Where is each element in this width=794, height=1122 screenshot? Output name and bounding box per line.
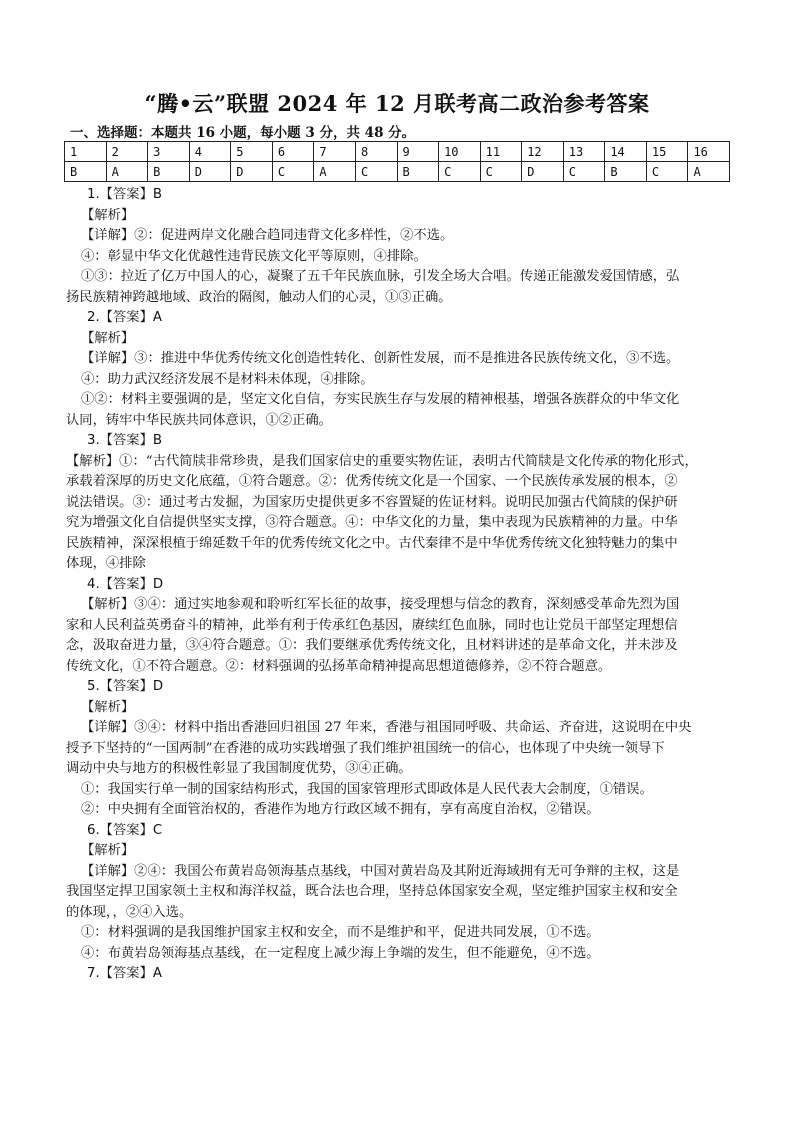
answer-cell: C [563, 162, 605, 182]
answer-cell: C [646, 162, 688, 182]
question-number-cell: 2 [106, 142, 148, 162]
answer-cell: C [272, 162, 314, 182]
question-number-cell: 13 [563, 142, 605, 162]
text-line: 说法错误。③：通过考古发掘，为国家历史提供更多不容置疑的佐证材料。说明民加强古代简牍的保护研 [66, 494, 678, 510]
question-number-cell: 10 [439, 142, 481, 162]
answer-cell: B [605, 162, 647, 182]
answer-cell: B [148, 162, 190, 182]
text-line: ①②：材料主要强调的是，坚定文化自信，夯实民族生存与发展的精神根基，增强各族群众的中华文化 [81, 392, 680, 407]
text-line: 3.【答案】B [87, 433, 162, 448]
question-number-cell: 9 [397, 142, 439, 162]
text-line: 扬民族精神跨越地域、政治的隔阂，触动人们的心灵，①③正确。 [66, 289, 452, 305]
answer-cell: A [106, 162, 148, 182]
answer-cell: B [65, 162, 107, 182]
text-line: 【解析】 [81, 330, 135, 346]
answer-cell: C [355, 162, 397, 182]
text-line: ④：彰显中华文化优越性违背民族文化平等原则，④排除。 [81, 248, 427, 264]
text-line: 我国坚定捍卫国家领土主权和海洋权益，既合法也合理，坚持总体国家安全观，坚定维护国家主权和安全 [66, 884, 678, 899]
section-heading: 一、选择题：本题共 16 小题，每小题 3 分，共 48 分。 [70, 125, 416, 141]
text-line: 【解析】③④：通过实地参观和聆听红军长征的故事，接受理想与信念的教育，深刻感受革命先烈为国 [81, 597, 680, 612]
answer-cell: B [397, 162, 439, 182]
text-line: 【详解】③：推进中华优秀传统文化创造性转化、创新性发展，而不是推进各民族传统文化，③不选。 [81, 351, 680, 366]
text-line: ④：布黄岩岛领海基点基线，在一定程度上减少海上争端的发生，但不能避免，④不选。 [81, 945, 600, 961]
text-line: 【解析】①：“古代简牍非常珍贵，是我们国家信史的重要实物佐证，表明古代简牍是文化传承的物化形式， [66, 453, 698, 469]
text-line: 【详解】②：促进两岸文化融合趋同违背文化多样性，②不选。 [81, 228, 454, 243]
text-line: 授予下坚持的“一国两制”在香港的成功实践增强了我们维护祖国统一的信心，也体现了中央统一领导下 [66, 740, 665, 756]
text-line: ④：助力武汉经济发展不是材料未体现，④排除。 [81, 371, 374, 387]
question-number-cell: 7 [314, 142, 356, 162]
answer-key-number-row [65, 142, 730, 162]
text-line: 【详解】②④：我国公布黄岩岛领海基点基线，中国对黄岩岛及其附近海域拥有无可争辩的主权，这是 [81, 863, 680, 879]
question-number-cell: 4 [189, 142, 231, 162]
text-line: 【解析】 [81, 843, 135, 858]
text-line: 究为增强文化自信提供坚实支撑，③符合题意。④：中华文化的力量，集中表现为民族精神的力量。中华 [66, 515, 678, 530]
text-line: 【详解】③④：材料中指出香港回归祖国 27 年来，香港与祖国同呼吸、共命运、齐奋进，这说明在中央 [81, 720, 692, 735]
text-line: 4.【答案】D [87, 576, 164, 592]
answer-key-answer-row [65, 162, 730, 182]
text-line: 体现，④排除 [66, 556, 146, 571]
text-line: 的体现，，②④入选。 [66, 904, 193, 920]
answer-cell: A [314, 162, 356, 182]
question-number-cell: 14 [605, 142, 647, 162]
text-line: ①：我国实行单一制的国家结构形式，我国的国家管理形式即政体是人民代表大会制度，①错误。 [81, 781, 653, 797]
question-number-cell: 6 [272, 142, 314, 162]
question-number-cell: 3 [148, 142, 190, 162]
answer-cell: D [189, 162, 231, 182]
text-line: ①：材料强调的是我国维护国家主权和安全，而不是维护和平，促进共同发展，①不选。 [81, 925, 600, 940]
answer-key-table [64, 141, 730, 182]
text-line: 5.【答案】D [87, 679, 164, 694]
text-line: 调动中央与地方的积极性彰显了我国制度优势，③④正确。 [66, 761, 412, 776]
text-line: ①③：拉近了亿万中国人的心，凝聚了五千年民族血脉，引发全场大合唱。传递正能激发爱国情感，弘 [81, 269, 680, 284]
answer-cell: C [480, 162, 522, 182]
question-number-cell: 8 [355, 142, 397, 162]
text-line: 认同，铸牢中华民族共同体意识，①②正确。 [66, 412, 332, 428]
question-number-cell: 12 [522, 142, 564, 162]
question-number-cell: 15 [646, 142, 688, 162]
text-line: 民族精神，深深根植于绵延数千年的优秀传统文化之中。古代秦律不是中华优秀传统文化独特魅力的集中 [66, 535, 678, 551]
explanations-body [66, 185, 730, 985]
text-line: 传统文化，①不符合题意。②：材料强调的弘扬革命精神提高思想道德修养，②不符合题意。 [66, 658, 612, 674]
answer-cell: D [231, 162, 273, 182]
text-line: 家和人民利益英勇奋斗的精神，此举有利于传承红色基因，赓续红色血脉，同时也让党员干部坚定理想信 [66, 617, 678, 633]
text-line: 【解析】 [81, 699, 135, 715]
text-line: 念，汲取奋进力量，③④符合题意。①：我们要继承优秀传统文化，且材料讲述的是革命文化，并未涉及 [66, 638, 678, 653]
text-line: 承载着深厚的历史文化底蕴，①符合题意。②：优秀传统文化是一个国家、一个民族传承发展的根本，② [66, 474, 678, 489]
text-line: 1.【答案】B [87, 187, 162, 202]
page-title: “腾•云”联盟 2024 年 12 月联考高二政治参考答案 [144, 91, 650, 116]
question-number-cell: 16 [688, 142, 730, 162]
question-number-cell: 11 [480, 142, 522, 162]
text-line: 6.【答案】C [87, 822, 163, 838]
text-line: 2.【答案】A [87, 310, 162, 325]
question-number-cell: 1 [65, 142, 107, 162]
answer-cell: D [522, 162, 564, 182]
text-line: 【解析】 [81, 207, 135, 223]
answer-cell: C [439, 162, 481, 182]
text-line: ②：中央拥有全面管治权的，香港作为地方行政区域不拥有，享有高度自治权，②错误。 [81, 802, 600, 817]
text-line: 7.【答案】A [87, 966, 162, 981]
answer-cell: A [688, 162, 730, 182]
question-number-cell: 5 [231, 142, 273, 162]
